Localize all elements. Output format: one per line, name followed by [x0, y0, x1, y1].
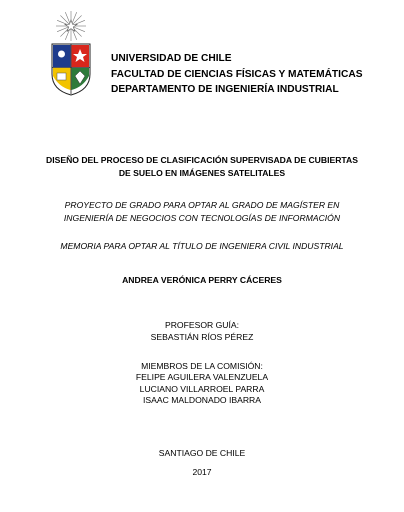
shield-icon: [52, 44, 90, 95]
project-degree-line-2: INGENIERÍA DE NEGOCIOS CON TECNOLOGÍAS DE INFORMACIÓN: [63, 212, 341, 223]
institution-header: [111, 51, 363, 98]
commission-block: [0, 361, 404, 406]
faculty-name: FACULTAD DE CIENCIAS FÍSICAS Y MATEMÁTICAS: [111, 68, 363, 80]
thesis-title-line-1: DISEÑO DEL PROCESO DE CLASIFICACIÓN SUPERVISADA DE CUBIERTAS: [46, 155, 358, 165]
commission-member: ISAAC MALDONADO IBARRA: [143, 394, 261, 405]
place-date-block: [0, 447, 404, 478]
year: 2017: [192, 466, 212, 477]
guide-professor-name: SEBASTIÁN RÍOS PÉREZ: [150, 331, 254, 342]
university-emblem-logo: [45, 10, 97, 96]
project-degree-line-1: PROYECTO DE GRADO PARA OPTAR AL GRADO DE MAGÍSTER EN: [64, 200, 340, 210]
department-name: DEPARTAMENTO DE INGENIERÍA INDUSTRIAL: [111, 84, 339, 95]
university-name: UNIVERSIDAD DE CHILE: [111, 53, 232, 64]
memoria-statement: MEMORIA PARA OPTAR AL TÍTULO DE INGENIERA CIVIL INDUSTRIAL: [60, 241, 344, 251]
thesis-title: [0, 154, 404, 179]
author-name: ANDREA VERÓNICA PERRY CÁCERES: [122, 275, 282, 285]
commission-member: LUCIANO VILLARROEL PARRA: [139, 383, 265, 394]
thesis-title-line-2: DE SUELO EN IMÁGENES SATELITALES: [118, 167, 286, 178]
project-degree: [0, 199, 404, 224]
guide-professor-label: PROFESOR GUÍA:: [164, 320, 239, 330]
place-name: SANTIAGO DE CHILE: [158, 448, 246, 458]
commission-label: MIEMBROS DE LA COMISIÓN:: [141, 361, 263, 371]
commission-member: FELIPE AGUILERA VALENZUELA: [135, 372, 269, 383]
guide-professor-block: [0, 320, 404, 343]
